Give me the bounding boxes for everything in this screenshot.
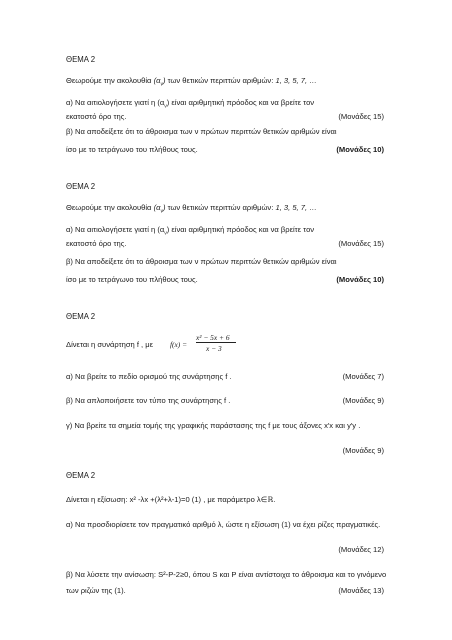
topic-2-intro: Θεωρούμε την ακολουθία $(\alpha_\nu)$ των θετικών περιττών αριθμών: 1, 3, 5, 7, … [66,203,317,215]
topic-1-question-a: α) Να αιτιολογήσετε γιατί η $(\alpha_\nu)$ είναι αριθμητική πρόοδος και να βρείτε τον [66,98,315,110]
topic-4-question-b-line2: των ριζών της (1). (Μονάδες 13) [66,586,384,595]
topic-3-intro: Δίνεται η συνάρτηση f , με [66,340,154,349]
fraction-denominator: x − 3 [206,344,222,353]
topic-2-question-b: β) Να αποδείξετε ότι το άθροισμα των ν πρώτων περιττών θετικών αριθμών είναι [66,257,337,266]
function-label: f(x) = [170,340,188,349]
topic-3-question-b: β) Να απλοποιήσετε τον τύπο της συνάρτησης f . (Μονάδες 9) [66,396,384,405]
function-fraction [196,333,238,357]
topic-2-title: ΘΕΜΑ 2 [66,182,96,191]
topic-4-b-points: (Μονάδες 13) [338,586,384,595]
topic-1-question-b: β) Να αποδείξετε ότι το άθροισμα των ν πρώτων περιττών θετικών αριθμών είναι [66,127,337,136]
topic-1-a-points: (Μονάδες 15) [338,112,384,121]
topic-3-a-points: (Μονάδες 7) [342,372,384,381]
topic-2-b-points: (Μονάδες 10) [336,275,384,284]
topic-4-title: ΘΕΜΑ 2 [66,471,96,480]
topic-1-question-a-line2: εκατοστό όρο της. (Μονάδες 15) [66,112,384,121]
topic-3-question-a: α) Να βρείτε το πεδίο ορισμού της συνάρτησης f . (Μονάδες 7) [66,372,384,381]
topic-3-question-c: γ) Να βρείτε τα σημεία τομής της γραφικής παράστασης της f με τους άξονες x′x και y′y . [66,421,361,430]
fraction-bar [196,342,236,343]
topic-1-question-b-line2: ίσο με το τετράγωνο του πλήθους τους. (Μονάδες 10) [66,145,384,154]
topic-4-question-a: α) Να προσδιορίσετε τον πραγματικό αριθμό λ, ώστε η εξίσωση (1) να έχει ρίζες πραγματικές. [66,520,381,529]
topic-4-intro: Δίνεται η εξίσωση: x² -λx +(λ²+λ-1)=0 (1) , με παράμετρο λ∈ℝ. [66,495,276,504]
topic-3-title: ΘΕΜΑ 2 [66,312,96,321]
topic-4-question-b: β) Να λύσετε την ανίσωση: S²-P-2≥0, όπου S και P είναι αντίστοιχα το άθροισμα και το γινόμενο [66,570,387,579]
topic-2-question-a-line2: εκατοστό όρο της. (Μονάδες 15) [66,239,384,248]
topic-1-intro: Θεωρούμε την ακολουθία $(\alpha_\nu)$ των θετικών περιττών αριθμών: 1, 3, 5, 7, … [66,76,317,88]
fraction-numerator: x² − 5x + 6 [196,333,230,342]
topic-3-c-points: (Μονάδες 9) [342,446,384,455]
topic-2-question-b-line2: ίσο με το τετράγωνο του πλήθους τους. (Μονάδες 10) [66,275,384,284]
topic-2-a-points: (Μονάδες 15) [338,239,384,248]
topic-1-b-points: (Μονάδες 10) [336,145,384,154]
topic-3-b-points: (Μονάδες 9) [342,396,384,405]
topic-2-question-a: α) Να αιτιολογήσετε γιατί η $(\alpha_\nu)$ είναι αριθμητική πρόοδος και να βρείτε τον [66,225,315,237]
topic-1-title: ΘΕΜΑ 2 [66,55,96,64]
topic-4-a-points: (Μονάδες 12) [338,545,384,554]
